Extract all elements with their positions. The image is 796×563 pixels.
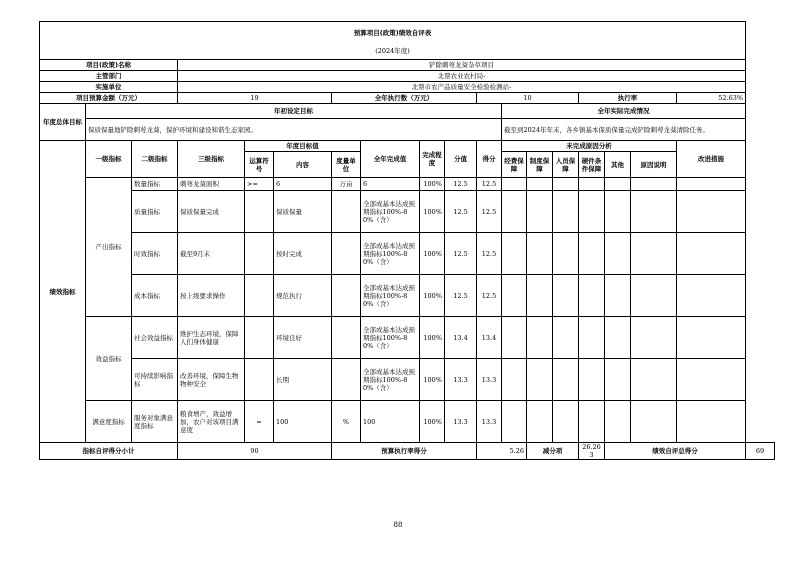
unit-value: 北票市农产品质量安全检验检测站- [178, 82, 746, 93]
degree-cell: 100% [420, 317, 445, 359]
op-header: 运算符号 [245, 152, 274, 178]
value-cell: 100 [361, 401, 420, 443]
op-cell [245, 275, 274, 317]
l2-cell: 时效指标 [132, 233, 178, 275]
content-cell: 按时完成 [274, 233, 332, 275]
content-cell: 保质保量 [274, 191, 332, 233]
l2-cell: 成本指标 [132, 275, 178, 317]
got-cell: 12.5 [477, 191, 502, 233]
subtotal-value: 90 [178, 443, 332, 460]
performance-self-evaluation-table [39, 21, 775, 460]
reason-other-header: 其他 [605, 152, 631, 178]
unit-cell: % [332, 401, 361, 443]
value-cell: 全部或基本达成预期指标100%-80%（含） [361, 233, 420, 275]
unit-row [40, 82, 775, 93]
total-value: 69 [746, 443, 775, 460]
initial-goal-text: 保质保量地铲除刺萼龙葵，保护环境和建设和谐生态家园。 [86, 119, 502, 141]
got-cell: 13.4 [477, 317, 502, 359]
score-cell: 12.5 [445, 178, 477, 191]
content-cell: 环境良好 [274, 317, 332, 359]
l2-header: 二级指标 [132, 141, 178, 178]
perf-indicator-label: 绩效指标 [40, 141, 86, 443]
degree-cell: 100% [420, 275, 445, 317]
footer-row [40, 443, 775, 460]
budget-row [40, 93, 775, 104]
budget-value: 19 [178, 93, 332, 104]
degree-cell: 100% [420, 359, 445, 401]
dept-row [40, 71, 775, 82]
table-row [40, 233, 775, 275]
score-cell: 12.5 [445, 233, 477, 275]
deduct-label: 减分项 [527, 443, 579, 460]
degree-cell: 100% [420, 178, 445, 191]
deduct-value: 26.263 [579, 443, 605, 460]
goals-header-row [40, 104, 775, 119]
l3-cell: 维护生态环境，保障人们身体健康 [178, 317, 245, 359]
l3-cell: 保质保量完成 [178, 191, 245, 233]
actual-goal-text: 截至到2024年年末，各乡镇基本保质保量完成铲除刺萼龙葵清除任务。 [502, 119, 746, 141]
exec-label: 全年执行数（万元） [332, 93, 477, 104]
l2-cell: 服务对象满意度指标 [132, 401, 178, 443]
table-row [40, 401, 775, 443]
table-row [40, 317, 775, 359]
op-cell [245, 317, 274, 359]
table-row [40, 178, 775, 191]
reason-funding-header: 经费保障 [502, 152, 527, 178]
year-label: (2024年度) [40, 44, 746, 60]
indicator-header-row-1 [40, 141, 775, 152]
project-name-row [40, 60, 775, 71]
got-cell: 12.5 [477, 178, 502, 191]
unit-cell [332, 233, 361, 275]
unit-cell [332, 191, 361, 233]
op-cell [245, 233, 274, 275]
degree-header: 完成程度 [420, 141, 445, 178]
got-cell: 12.5 [477, 233, 502, 275]
unit-cell [332, 275, 361, 317]
budget-label: 项目预算金额（万元） [40, 93, 178, 104]
unit-cell [332, 317, 361, 359]
exec-score-value: 5.26 [477, 443, 527, 460]
dept-value: 北票农业农村局- [178, 71, 746, 82]
content-cell: 100 [274, 401, 332, 443]
unit-cell [332, 359, 361, 401]
l3-cell: 刺萼龙葵面积 [178, 178, 245, 191]
initial-goal-header: 年初设定目标 [86, 104, 502, 119]
reason-system-header: 制度保障 [527, 152, 553, 178]
op-cell: >= [245, 178, 274, 191]
unit-label: 实施单位 [40, 82, 178, 93]
l1-header: 一级指标 [86, 141, 132, 178]
overall-goal-label: 年度总体目标 [40, 104, 86, 141]
degree-cell: 100% [420, 401, 445, 443]
l2-cell: 质量指标 [132, 191, 178, 233]
subtotal-label: 指标自评得分小计 [40, 443, 178, 460]
table-row [40, 191, 775, 233]
reason-group-header: 未完成原因分析 [502, 141, 677, 152]
score-cell: 12.5 [445, 275, 477, 317]
value-cell: 全部或基本达成预期指标100%-80%（含） [361, 317, 420, 359]
rate-value: 52.63% [677, 93, 746, 104]
reason-staff-header: 人员保障 [553, 152, 579, 178]
reason-hardware-header: 硬件条件保障 [579, 152, 605, 178]
output-group-label: 产出指标 [86, 178, 132, 317]
unit-header: 度量单位 [332, 152, 361, 178]
score-cell: 13.3 [445, 359, 477, 401]
project-name-label: 项目(政策)名称 [40, 60, 178, 71]
got-cell: 13.3 [477, 359, 502, 401]
unit-cell: 万亩 [332, 178, 361, 191]
got-cell: 12.5 [477, 275, 502, 317]
op-cell [245, 359, 274, 401]
value-cell: 6 [361, 178, 420, 191]
rate-label: 执行率 [579, 93, 677, 104]
content-cell: 6 [274, 178, 332, 191]
target-group-header: 年度目标值 [245, 141, 361, 152]
l3-cell: 粮食增产，效益增加，农户对该项目满意度 [178, 401, 245, 443]
exec-score-label: 预算执行率得分 [332, 443, 477, 460]
l3-cell: 改善环境，保障生物物种安全 [178, 359, 245, 401]
score-value-header: 分值 [445, 141, 477, 178]
degree-cell: 100% [420, 191, 445, 233]
project-name-value: 铲除刺萼龙葵杂草项目 [178, 60, 746, 71]
satisfaction-group-label: 满意度指标 [86, 401, 132, 443]
l2-cell: 数量指标 [132, 178, 178, 191]
dept-label: 主管部门 [40, 71, 178, 82]
page-title: 预算项目(政策)绩效自评表 [40, 22, 746, 44]
score-cell: 12.5 [445, 191, 477, 233]
got-cell: 13.3 [477, 401, 502, 443]
table-row [40, 359, 775, 401]
score-got-header: 得分 [477, 141, 502, 178]
value-cell: 全部或基本达成预期指标100%-80%（含） [361, 359, 420, 401]
table-row [40, 275, 775, 317]
actual-goal-header: 全年实际完成情况 [502, 104, 746, 119]
l3-cell: 按上级要求操作 [178, 275, 245, 317]
content-header: 内容 [274, 152, 332, 178]
goals-text-row [40, 119, 775, 141]
reason-note-header: 原因说明 [631, 152, 677, 178]
total-label: 绩效自评总得分 [605, 443, 746, 460]
value-cell: 全部或基本达成预期指标100%-80%（含） [361, 275, 420, 317]
op-cell [245, 191, 274, 233]
l2-cell: 社会效益指标 [132, 317, 178, 359]
score-cell: 13.4 [445, 317, 477, 359]
full-year-header: 全年完成值 [361, 141, 420, 178]
benefit-group-label: 效益指标 [86, 317, 132, 401]
page-number: 88 [393, 521, 403, 529]
l3-cell: 截至9月末 [178, 233, 245, 275]
value-cell: 全部或基本达成预期指标100%-80%（含） [361, 191, 420, 233]
content-cell: 长期 [274, 359, 332, 401]
exec-value: 10 [477, 93, 579, 104]
op-cell: = [245, 401, 274, 443]
improve-header: 改进措施 [677, 141, 746, 178]
degree-cell: 100% [420, 233, 445, 275]
score-cell: 13.3 [445, 401, 477, 443]
l2-cell: 可持续影响指标 [132, 359, 178, 401]
content-cell: 规范执行 [274, 275, 332, 317]
l3-header: 三级指标 [178, 141, 245, 178]
